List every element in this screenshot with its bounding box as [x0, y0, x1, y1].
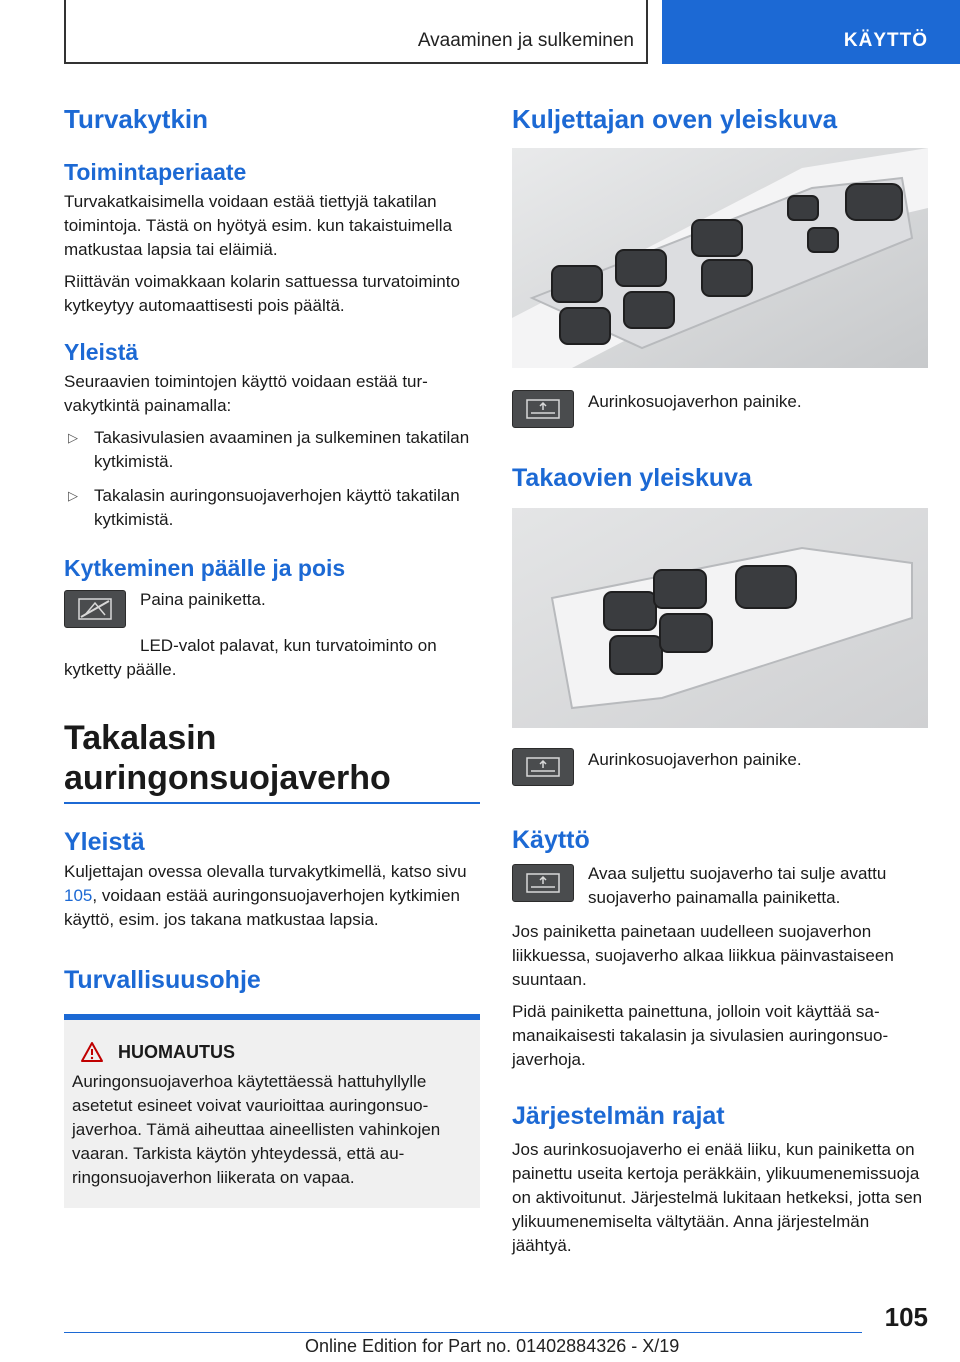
caption-row-1 — [512, 390, 928, 428]
caption-1: Aurinkosuojaverhon painike. — [588, 392, 802, 411]
safety-switch-icon — [64, 590, 126, 628]
caption-2: Aurinkosuojaverhon painike. — [588, 750, 802, 769]
safety-switch-row — [64, 588, 480, 628]
triangle-right-icon: ▷ — [68, 488, 78, 503]
notice-text: Auringonsuojaverhoa käytettäessä hattuhyllylle asetetut esineet voivat vaurioittaa auringonsuojaverhoa. Tämä aiheuttaa aineellisten vahinkojen vaaran. Tarkista käytön yhteydessä, että auringonsuojaverhon liikerata on vapaa. — [72, 1072, 441, 1187]
paragraph-paina: Paina painiketta. — [140, 590, 266, 609]
page-link[interactable]: 105 — [64, 886, 93, 905]
paragraph-yleista-2: Kuljettajan ovessa olevalla turvakytkimellä, katso sivu 105, voidaan estää auringonsuojaverhojen kytkimien käyttö, esim. jos takana matkustaa lapsia. — [64, 862, 467, 929]
triangle-right-icon: ▷ — [68, 430, 78, 445]
notice-box — [64, 1020, 480, 1208]
kaytto-row — [512, 862, 928, 910]
paragraph-yleista-1: Seuraavien toimintojen käyttö voidaan estää turvakytkintä painamalla: — [64, 372, 428, 415]
paragraph-jos: Jos painiketta painetaan uudelleen suojaverhon liikkuessa, suojaverho alkaa liikkua päinvastaiseen suuntaan. — [512, 922, 894, 989]
paragraph-rajat: Jos aurinkosuojaverho ei enää liiku, kun painiketta on painettu useita kertoja peräkkäin, ylikuumenemissuoja on aktivoitunut. Järjestelmä lukitaan hetkeksi, jotta sen ylikuumenemiselta vältytään. Anna järjestelmän jäähtyä. — [512, 1140, 923, 1255]
heading-yleista-2: Yleistä — [64, 828, 145, 856]
heading-rajat: Järjestelmän rajat — [512, 1102, 725, 1130]
heading-kytkeminen: Kytkeminen päälle ja pois — [64, 555, 346, 581]
header-chapter-tab — [662, 0, 960, 64]
footer-edition: Online Edition for Part no. 01402884326 - X/19 — [305, 1336, 680, 1356]
sunblind-button-icon — [512, 390, 574, 428]
paragraph-pida: Pidä painiketta painettuna, jolloin voit käyttää samanaikaisesti takalasin ja sivulasien auringonsuojaverhoja. — [512, 1002, 889, 1069]
heading-takaovien: Takaovien yleiskuva — [512, 464, 752, 492]
heading-kuljettaja: Kuljettajan oven yleiskuva — [512, 104, 838, 134]
heading-toimintaperiaate: Toimintaperiaate — [64, 159, 247, 185]
notice-title-row — [72, 1040, 472, 1064]
paragraph-avaa: Avaa suljettu suojaverho tai sulje avattu suojaverho painamalla painiketta. — [588, 864, 887, 907]
section-rule — [64, 802, 480, 804]
footer-rule — [64, 1332, 862, 1333]
left-column — [64, 100, 480, 1208]
notice-title: HUOMAUTUS — [118, 1042, 235, 1062]
header-chapter-title: KÄYTTÖ — [843, 30, 928, 51]
heading-turvakytkin: Turvakytkin — [64, 104, 209, 134]
paragraph-toimintaperiaate-1: Turvakatkaisimella voidaan estää tiettyjä takatilan toimintoja. Tästä on hyötyä esim. kun takaistuimella matkustaa lapsia tai eläimiä. — [64, 192, 453, 259]
sunblind-button-icon — [512, 864, 574, 902]
paragraph-toimintaperiaate-2: Riittävän voimakkaan kolarin sattuessa turvatoiminto kytkeytyy automaattisesti pois päältä. — [64, 272, 460, 315]
heading-turvallisuus: Turvallisuusohje — [64, 966, 261, 994]
bullet-list — [64, 426, 480, 532]
paragraph-led: LED-valot palavat, kun turvatoiminto on kytketty päälle. — [64, 636, 437, 679]
right-column — [512, 100, 928, 1258]
heading-takalasin: Takalasin auringonsuojaverho — [64, 719, 391, 797]
caption-row-2 — [512, 748, 928, 786]
page-number: 105 — [884, 1302, 928, 1332]
heading-yleista-1: Yleistä — [64, 339, 139, 365]
sunblind-button-icon — [512, 748, 574, 786]
header-section-title: Avaaminen ja sulkeminen — [417, 30, 634, 51]
header-section-box — [64, 0, 648, 64]
warning-icon — [80, 1041, 104, 1063]
driver-door-switches-photo — [512, 148, 928, 368]
list-item: ▷ Takasivulasien avaaminen ja sulkeminen takatilan kytkimistä. — [68, 428, 470, 471]
list-item: ▷ Takalasin auringonsuojaverhojen käyttö takatilan kytkimistä. — [68, 486, 460, 529]
heading-kaytto: Käyttö — [512, 826, 590, 854]
rear-door-switches-photo — [512, 508, 928, 728]
